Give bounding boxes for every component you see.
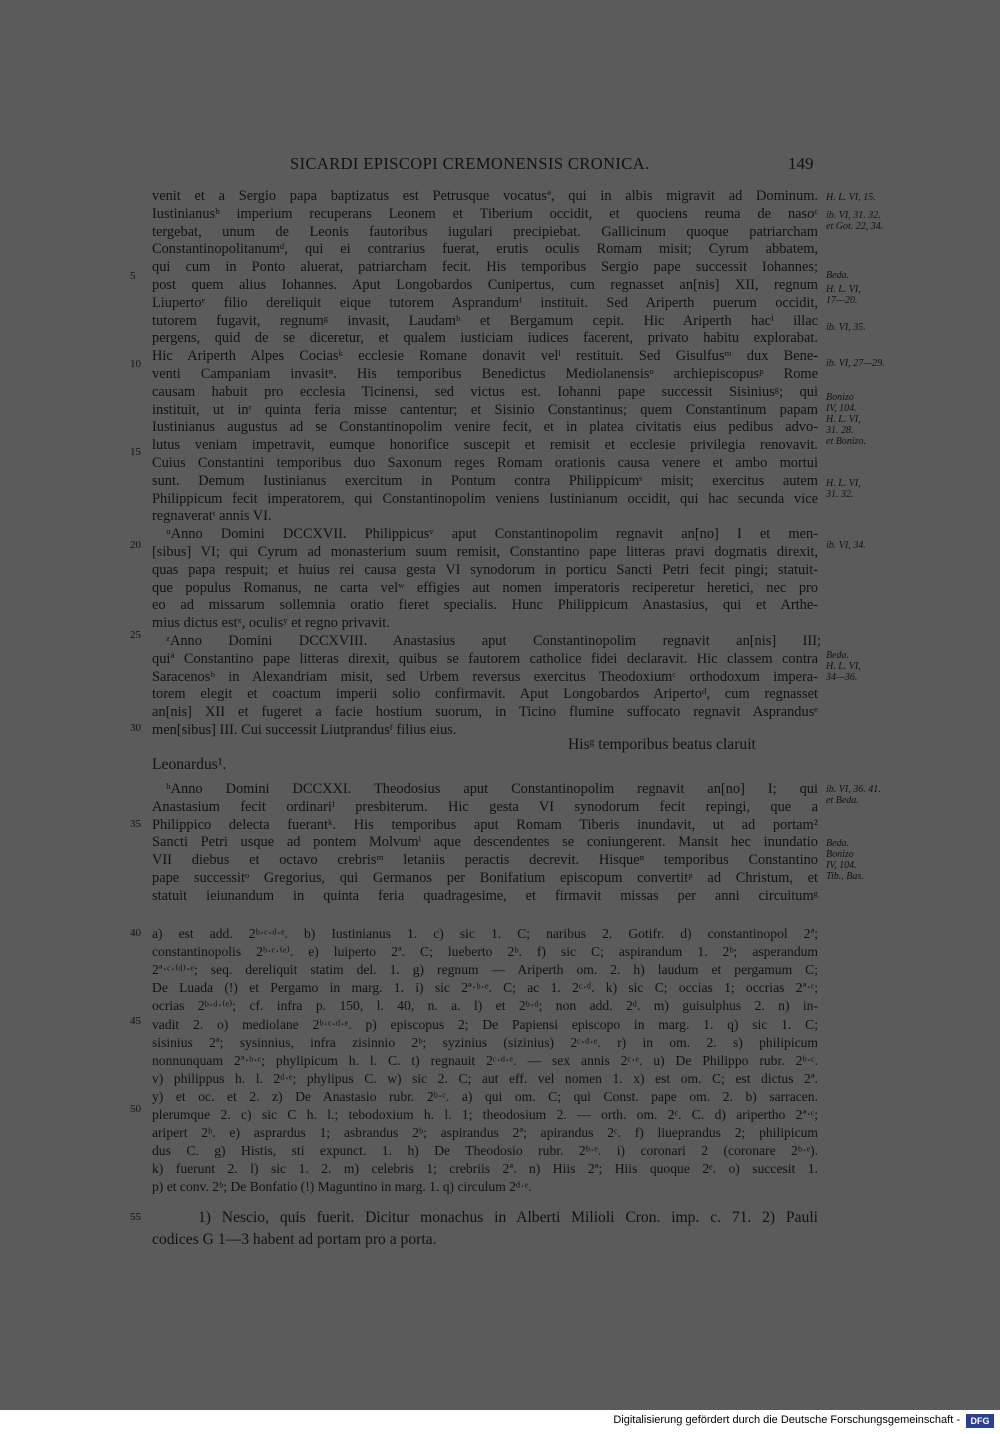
apparatus-line: a) est add. 2ᵇ·ᶜ·ᵈ·ᵉ. b) Iustinianus 1. c) sic 1. C; naribus 2. Gotifr. d) constantinopol 2ª; — [152, 926, 818, 941]
apparatus-line: nonnunquam 2ª·ᵇ·ᶜ; phylipicum h. l. C. t) regnauit 2ᶜ·ᵈ·ᵉ. — sex annis 2ᶜ·ᵉ. u) De Philippo rubr. 2ᵇ·ᶜ. — [152, 1052, 818, 1068]
text-line: quiª Constantino pape litteras direxit, quibus se fautorem catholice fidei declaravit. Hic classem contra — [152, 650, 818, 667]
apparatus-line: k) fuerunt 2. l) sic 1. 2. m) celebris 1; crebriis 2ª. n) Hiis 2ª; Hiis quoque 2ᵉ. o) succesit 1. — [152, 1161, 818, 1177]
text-line: pape successitᵒ Gregorius, qui Germanos per Bonifatium episcopum convertitᵖ ad Christum, et — [152, 870, 818, 886]
margin-note: H. L. VI, 31. 32. — [826, 478, 861, 500]
line-number: 5 — [130, 270, 136, 282]
text-line: [sibus] VI; qui Cyrum ad monasterium suum remisit, Constantino pape litteras pravi dogmatis direxit, — [152, 544, 818, 560]
line-number: 55 — [130, 1211, 141, 1223]
line-number: 40 — [130, 927, 141, 939]
text-line: Iustinianus augustus ad se Constantinopolim venire fecit, et in platea civitatis eius pedibus advo- — [152, 419, 818, 436]
margin-note: ib. VI, 34. — [826, 540, 866, 551]
text-line: lutus veniam impetravit, eumque honorifice suscepit et remisit et ecclesie privilegia renovavit. — [152, 437, 818, 454]
line-number: 45 — [130, 1015, 141, 1027]
text-line: Saracenosᵇ in Alexandriam misit, sed Urbem reversus exercitus Theodoxiumᶜ orthodoxum impera- — [152, 668, 818, 685]
apparatus-line: p) et conv. 2ᵇ; De Bonfatio (!) Maguntino in marg. 1. q) circulum 2ᵈ·ᵉ. — [152, 1179, 532, 1195]
dfg-logo: DFG — [966, 1414, 994, 1428]
text-line: Anastasium fecit ordinariⁱ presbiterum. Hic gesta VI synodorum fecit repingi, que a — [152, 798, 818, 815]
text-line: men[sibus] III. Cui successit Liutprandusᶠ filius eius. — [152, 722, 457, 738]
text-line: pergens, quid de se diceretur, et qualem iusticiam iudices facerent, privato habitu explorabat. — [152, 330, 818, 347]
footer-text: Digitalisierung gefördert durch die Deutsche Forschungsgemeinschaft - — [613, 1414, 960, 1426]
page-number: 149 — [788, 154, 814, 173]
margin-note: Beda. H. L. VI, 34—36. — [826, 650, 861, 683]
text-line: ᵘAnno Domini DCCXVII. Philippicusᵛ aput Constantinopolim regnavit an[no] I et men- — [166, 526, 818, 543]
apparatus-line: aripert 2ᵇ. e) asprardus 1; asbrandus 2ᵇ; aspirandus 2ª; apirandus 2ᶜ. f) liueprandus 2; philipicum — [152, 1125, 818, 1141]
apparatus-line: v) philippus h. l. 2ᵈ·ᵉ; phylipus C. w) sic 2. C; aut eff. vel nomen 1. x) est om. C; est dictus 2ª. — [152, 1070, 818, 1086]
text-line: venti Campaniam invasitⁿ. His temporibus Benedictus Mediolanensisᵒ archiepiscopusᵖ Rome — [152, 366, 818, 382]
margin-note: ib. VI, 31. 32. et Got. 22, 34. — [826, 210, 884, 232]
footer-bar — [0, 1410, 1000, 1434]
footnote-line: codices G 1—3 habent ad portam pro a porta. — [152, 1231, 437, 1248]
margin-note: ib. VI, 27—29. — [826, 358, 885, 369]
text-line: que populus Romanus, ne carta velʷ effigies aut nomen imperatoris reciperetur heretici, nec pro — [152, 579, 818, 596]
text-line: tergebat, unum de Leonis fautoribus iugulari precipiebat. Gallicinum quoque patriarcham — [152, 223, 818, 240]
text-line: sunt. Demum Iustinianus exercitum in Pontum contra Philippicumˢ misit; exercitus autem — [152, 472, 818, 489]
text-line: ʰAnno Domini DCCXXI. Theodosius aput Constantinopolim regnavit an[no] I; qui — [166, 781, 818, 797]
text-line: Hic Ariperth Alpes Cociasᵏ ecclesie Romane donavit velˡ restituit. Sed Gisulfusᵐ dux Bene- — [152, 348, 818, 365]
apparatus-line: y) et oc. et 2. z) De Anastasio rubr. 2ᵇ·ᶜ. a) qui om. C; qui Const. pape om. 2. b) sarracen. — [152, 1088, 818, 1104]
text-line: Leonardus¹. — [152, 756, 227, 773]
apparatus-line: constantinopolis 2ᵇ·ᶜ·⁽ᵉ⁾. e) luiperto 2ª. C; lueberto 2ᵇ. f) sic C; aspirandum 1. 2ᵇ; asperandum — [152, 944, 818, 960]
apparatus-line: vadit 2. o) mediolane 2ᵇ·ᶜ·ᵈ·ᵉ. p) episcopus 2; De Papiensi episcopo in marg. 1. q) sic 1. C; — [152, 1016, 818, 1032]
apparatus-line: ocrias 2ᵇ·ᵈ·⁽ᵉ⁾; cf. infra p. 150, l. 40, n. a. l) et 2ᵇ·ᵈ; non add. 2ᵈ. m) guisulphus 2. n) in- — [152, 998, 818, 1014]
margin-note: H. L. VI, 17—20. — [826, 284, 861, 306]
text-line: Cuius Constantini temporibus duo Saxonum reges Romam orationis causa venere et ambo mortui — [152, 455, 818, 471]
text-line: Philippico delecta fuerantᵏ. His temporibus aput Romam Tiberis inundavit, ut ad portam² — [152, 816, 818, 833]
margin-note: Beda. — [826, 270, 850, 281]
footnote-line: 1) Nescio, quis fuerit. Dicitur monachus in Alberti Milioli Cron. imp. c. 71. 2) Pauli — [198, 1209, 818, 1226]
text-line: VII diebus et octavo crebrisᵐ letaniis peractis decrevit. Hisqueⁿ temporibus Constantino — [152, 852, 818, 869]
margin-note: ib. VI, 36. 41. et Beda. — [826, 784, 881, 806]
text-line: Liupertoᵉ filio dereliquit eique tutorem Asprandumᶠ instituit. Sed Ariperth puerum occidit, — [152, 294, 818, 311]
text-line: mius dictus estˣ, oculisʸ et regno privavit. — [152, 615, 390, 632]
margin-note: H. L. VI, 15. — [826, 192, 876, 203]
text-line: causam habuit pro ecclesia Ticinensi, sed victus est. Iohanni pape successit Sisiniusᵍ; qui — [152, 383, 818, 400]
line-number: 20 — [130, 539, 141, 551]
text-line: ᶻAnno Domini DCCXVIII. Anastasius aput Constantinopolim regnavit an[nis] III; — [166, 633, 821, 649]
apparatus-line: De Luada (!) et Pergamo in marg. 1. i) sic 2ª·ᵇ·ᵉ. C; ac 1. 2ᶜ·ᵈ. k) sic C; occias 1; occrias 2ª·ᶜ; — [152, 980, 818, 996]
line-number: 10 — [130, 358, 141, 370]
line-number: 25 — [130, 629, 141, 641]
line-number: 30 — [130, 722, 141, 734]
text-line: tutorem fugavit, regnumᵍ invasit, Laudamʰ et Bergamum cepit. Hic Ariperth hacⁱ illac — [152, 312, 818, 329]
text-line: Philippicum fecit imperatorem, qui Constantinopolim veniens Iustinianum occidit, qui hac secunda vice — [152, 490, 818, 507]
text-line: instituit, ut inʳ quinta feria misse cantentur; et Sisinio Constantinus; quem Constantinum papam — [152, 401, 818, 418]
text-line: torem elegit et coactum imperii solio confirmavit. Aput Longobardos Aripertoᵈ, cum regnasset — [152, 686, 818, 703]
text-line: qui cum in Ponto aluerat, patriarcham fecit. His temporibus Sergio pape successit Iohannes; — [152, 259, 818, 276]
inline-emphasis: Hisᵍ temporibus beatus claruit — [568, 736, 756, 753]
margin-note: Bonizo IV, 104. H. L. VI, 31. 28. et Bonizo. — [826, 392, 866, 447]
text-line: quas papa respuit; et huius rei causa gesta VI synodorum in porticu Sancti Petri fecit pingi; statuit- — [152, 561, 818, 578]
text-line: an[nis] XII et fugeret a facie hostium suorum, in Ticino flumine suffocato regnavit Asprandusᵉ — [152, 704, 818, 721]
text-line: post quem alius Iohannes. Aput Longobardos Cunipertus, cum regnasset an[nis] XII, regnum — [152, 277, 818, 293]
text-line: Constantinopolitanumᵈ, qui ei contrarius fuerat, erutis oculis Romam misit; Cyrum abbatem, — [152, 241, 818, 258]
text-line: Sancti Petri usque ad pontem Molvumˡ aque descendentes se coniungerent. Mansit hec inundatio — [152, 834, 818, 851]
line-number: 50 — [130, 1103, 141, 1115]
text-line: Iustinianusᵇ imperium recuperans Leonem et Tiberium occidit, et quociens reuma de nasoᶜ — [152, 205, 818, 222]
margin-note: ib. VI, 35. — [826, 322, 866, 333]
text-line: venit et a Sergio papa baptizatus est Petrusque vocatusª, qui in albis migravit ad Dominum. — [152, 188, 818, 204]
text-line: statuit ieiunandum in quinta feria quadragesime, et firmavit missas per anni circuitumᵍ — [152, 887, 818, 904]
apparatus-line: dus C. g) Histis, sti expunct. 1. h) De Theodosio rubr. 2ᵇ·ᵉ. i) coronari 2 (coronare 2ᵇ·ᵉ). — [152, 1143, 818, 1159]
apparatus-line: plerumque 2. c) sic C h. l.; tebodoxium h. l. 1; theodosium 2. — orth. om. 2ᶜ. C. d) aripertho 2ª·ᶜ; — [152, 1107, 818, 1122]
line-number: 35 — [130, 818, 141, 830]
running-header: SICARDI EPISCOPI CREMONENSIS CRONICA. — [290, 154, 650, 173]
line-number: 15 — [130, 446, 141, 458]
apparatus-line: 2ª·ᶜ·⁽ᵈ⁾·ᵉ; seq. dereliquit statim del. 1. g) regnum — Ariperth om. 2. h) laudum et pergamum C; — [152, 962, 818, 978]
margin-note: Beda. Bonizo IV, 104. Tib., Bas. — [826, 838, 864, 882]
text-line: regnaveratᵗ annis VI. — [152, 508, 272, 525]
text-line: eo ad missarum sollemnia oratio fieret specialis. Hunc Philippicum Anastasius, qui et Arthe- — [152, 597, 818, 614]
apparatus-line: sisinius 2ª; sysinnius, infra zisinnio 2ᵇ; syzinius (sizinius) 2ᶜ·ᵈ·ᵉ. r) in om. 2. s) philipicum — [152, 1034, 818, 1050]
